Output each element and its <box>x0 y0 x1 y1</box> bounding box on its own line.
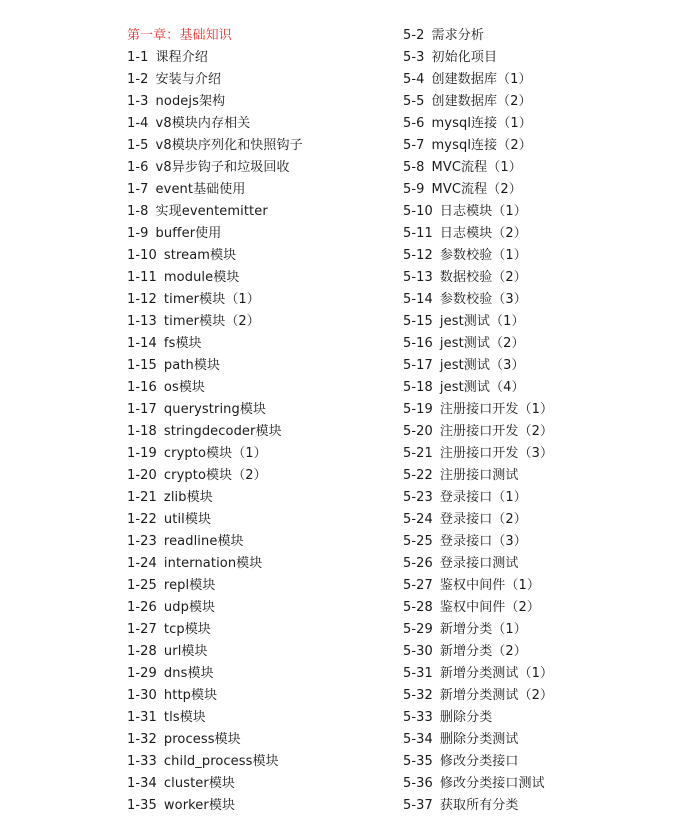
lesson-title: 实现eventemitter <box>155 204 268 219</box>
lesson-title: 新增分类（1） <box>439 622 527 637</box>
toc-right-column <box>403 25 683 817</box>
toc-entry <box>403 179 683 201</box>
lesson-title: 获取所有分类 <box>439 798 519 813</box>
toc-entry <box>403 421 683 443</box>
lesson-title: mysql连接（2） <box>431 138 532 153</box>
toc-entry <box>127 179 382 201</box>
lesson-number: 1-31 <box>127 710 157 725</box>
toc-entry <box>127 707 382 729</box>
lesson-title: 鉴权中间件（2） <box>439 600 540 615</box>
lesson-number: 5-26 <box>403 556 433 571</box>
toc-entry <box>127 575 382 597</box>
toc-entry <box>403 487 683 509</box>
lesson-title: jest测试（1） <box>439 314 525 329</box>
lesson-number: 1-10 <box>127 248 157 263</box>
toc-entry <box>403 685 683 707</box>
lesson-number: 1-21 <box>127 490 157 505</box>
toc-entry <box>127 685 382 707</box>
lesson-number: 1-12 <box>127 292 157 307</box>
lesson-number: 5-5 <box>403 94 425 109</box>
toc-entry <box>403 69 683 91</box>
lesson-title: process模块 <box>163 732 241 747</box>
toc-entry <box>127 69 382 91</box>
lesson-title: stream模块 <box>163 248 237 263</box>
toc-entry <box>127 795 382 817</box>
lesson-title: 日志模块（2） <box>439 226 527 241</box>
toc-entry <box>403 729 683 751</box>
toc-entry <box>127 751 382 773</box>
toc-entry <box>127 223 382 245</box>
toc-entry <box>127 729 382 751</box>
toc-entry <box>403 25 683 47</box>
lesson-number: 1-11 <box>127 270 157 285</box>
lesson-number: 5-22 <box>403 468 433 483</box>
lesson-number: 1-24 <box>127 556 157 571</box>
toc-entry <box>403 333 683 355</box>
lesson-title: event基础使用 <box>155 182 246 197</box>
lesson-number: 1-18 <box>127 424 157 439</box>
lesson-title: 登录接口（1） <box>439 490 527 505</box>
toc-entry <box>403 641 683 663</box>
lesson-title: readline模块 <box>163 534 244 549</box>
toc-entry <box>127 135 382 157</box>
lesson-number: 1-8 <box>127 204 149 219</box>
lesson-number: 5-12 <box>403 248 433 263</box>
lesson-title: 参数校验（3） <box>439 292 527 307</box>
lesson-number: 1-30 <box>127 688 157 703</box>
toc-entry <box>403 795 683 817</box>
lesson-title: 修改分类接口 <box>439 754 519 769</box>
toc-entry <box>403 289 683 311</box>
lesson-title: path模块 <box>163 358 221 373</box>
lesson-title: os模块 <box>163 380 206 395</box>
lesson-title: 安装与介绍 <box>155 72 222 87</box>
lesson-number: 1-29 <box>127 666 157 681</box>
toc-entry <box>403 113 683 135</box>
toc-entry <box>403 157 683 179</box>
lesson-number: 5-28 <box>403 600 433 615</box>
lesson-title: jest测试（4） <box>439 380 525 395</box>
lesson-title: worker模块 <box>163 798 236 813</box>
toc-entry <box>127 641 382 663</box>
lesson-title: v8异步钩子和垃圾回收 <box>155 160 290 175</box>
toc-entry <box>127 91 382 113</box>
toc-entry <box>127 487 382 509</box>
lesson-title: util模块 <box>163 512 212 527</box>
lesson-title: 注册接口测试 <box>439 468 519 483</box>
lesson-number: 5-11 <box>403 226 433 241</box>
lesson-title: 创建数据库（1） <box>431 72 532 87</box>
toc-entry <box>127 773 382 795</box>
lesson-title: internation模块 <box>163 556 263 571</box>
lesson-title: querystring模块 <box>163 402 267 417</box>
lesson-title: v8模块序列化和快照钩子 <box>155 138 303 153</box>
lesson-title: dns模块 <box>163 666 214 681</box>
toc-entry <box>127 663 382 685</box>
lesson-title: 新增分类测试（1） <box>439 666 554 681</box>
lesson-number: 1-5 <box>127 138 149 153</box>
lesson-number: 5-31 <box>403 666 433 681</box>
table-of-contents <box>0 25 700 815</box>
lesson-title: 删除分类测试 <box>439 732 519 747</box>
lesson-number: 1-6 <box>127 160 149 175</box>
toc-entry <box>403 245 683 267</box>
lesson-number: 1-1 <box>127 50 149 65</box>
toc-entry <box>403 355 683 377</box>
lesson-title: 注册接口开发（1） <box>439 402 554 417</box>
lesson-number: 1-4 <box>127 116 149 131</box>
toc-entry <box>403 91 683 113</box>
lesson-title: 课程介绍 <box>155 50 208 65</box>
lesson-title: tcp模块 <box>163 622 211 637</box>
lesson-title: timer模块（2） <box>163 314 260 329</box>
toc-entry <box>127 267 382 289</box>
lesson-title: 删除分类 <box>439 710 493 725</box>
lesson-title: 初始化项目 <box>431 50 498 65</box>
toc-left-column <box>127 25 382 817</box>
toc-entry <box>127 377 382 399</box>
lesson-title: fs模块 <box>163 336 202 351</box>
lesson-title: crypto模块（2） <box>163 468 267 483</box>
lesson-number: 5-3 <box>403 50 425 65</box>
lesson-title: tls模块 <box>163 710 206 725</box>
toc-entry <box>403 311 683 333</box>
lesson-title: url模块 <box>163 644 208 659</box>
lesson-title: 注册接口开发（2） <box>439 424 554 439</box>
toc-entry <box>403 201 683 223</box>
lesson-number: 1-23 <box>127 534 157 549</box>
toc-entry <box>127 619 382 641</box>
lesson-number: 5-21 <box>403 446 433 461</box>
lesson-number: 1-15 <box>127 358 157 373</box>
toc-entry <box>127 245 382 267</box>
toc-entry <box>403 509 683 531</box>
toc-entry <box>127 421 382 443</box>
lesson-title: buffer使用 <box>155 226 222 241</box>
lesson-number: 1-27 <box>127 622 157 637</box>
lesson-title: 注册接口开发（3） <box>439 446 554 461</box>
lesson-number: 5-10 <box>403 204 433 219</box>
toc-entry <box>403 553 683 575</box>
lesson-title: jest测试（3） <box>439 358 525 373</box>
lesson-title: 登录接口测试 <box>439 556 519 571</box>
lesson-number: 1-13 <box>127 314 157 329</box>
lesson-title: child_process模块 <box>163 754 279 769</box>
toc-entry <box>127 597 382 619</box>
toc-entry <box>127 553 382 575</box>
toc-entry <box>403 267 683 289</box>
lesson-number: 5-29 <box>403 622 433 637</box>
lesson-number: 5-13 <box>403 270 433 285</box>
lesson-title: stringdecoder模块 <box>163 424 282 439</box>
lesson-number: 5-7 <box>403 138 425 153</box>
toc-entry <box>403 47 683 69</box>
toc-entry <box>127 47 382 69</box>
lesson-title: MVC流程（2） <box>431 182 522 197</box>
chapter-heading: 第一章：基础知识 <box>127 28 232 43</box>
lesson-title: 创建数据库（2） <box>431 94 532 109</box>
lesson-number: 1-26 <box>127 600 157 615</box>
lesson-number: 1-19 <box>127 446 157 461</box>
lesson-number: 5-6 <box>403 116 425 131</box>
lesson-number: 5-15 <box>403 314 433 329</box>
lesson-number: 5-23 <box>403 490 433 505</box>
lesson-number: 1-16 <box>127 380 157 395</box>
toc-entry <box>127 113 382 135</box>
lesson-title: 修改分类接口测试 <box>439 776 545 791</box>
lesson-number: 1-7 <box>127 182 149 197</box>
lesson-number: 5-33 <box>403 710 433 725</box>
lesson-number: 5-2 <box>403 28 425 43</box>
lesson-number: 5-36 <box>403 776 433 791</box>
toc-entry <box>127 157 382 179</box>
lesson-title: 登录接口（2） <box>439 512 527 527</box>
lesson-title: repl模块 <box>163 578 216 593</box>
lesson-number: 5-14 <box>403 292 433 307</box>
lesson-number: 5-25 <box>403 534 433 549</box>
toc-entry <box>403 663 683 685</box>
lesson-title: timer模块（1） <box>163 292 260 307</box>
lesson-number: 5-17 <box>403 358 433 373</box>
lesson-number: 5-19 <box>403 402 433 417</box>
lesson-title: http模块 <box>163 688 218 703</box>
toc-entry <box>403 135 683 157</box>
lesson-title: 登录接口（3） <box>439 534 527 549</box>
toc-entry <box>403 751 683 773</box>
lesson-number: 5-32 <box>403 688 433 703</box>
lesson-number: 5-37 <box>403 798 433 813</box>
lesson-number: 5-8 <box>403 160 425 175</box>
toc-entry <box>127 531 382 553</box>
toc-entry <box>127 355 382 377</box>
toc-entry <box>403 575 683 597</box>
toc-entry <box>127 465 382 487</box>
lesson-number: 1-20 <box>127 468 157 483</box>
lesson-title: 需求分析 <box>431 28 484 43</box>
lesson-number: 1-17 <box>127 402 157 417</box>
lesson-number: 5-24 <box>403 512 433 527</box>
lesson-title: 新增分类测试（2） <box>439 688 554 703</box>
lesson-title: cluster模块 <box>163 776 236 791</box>
lesson-title: crypto模块（1） <box>163 446 267 461</box>
lesson-number: 1-3 <box>127 94 149 109</box>
lesson-number: 1-33 <box>127 754 157 769</box>
lesson-title: udp模块 <box>163 600 216 615</box>
lesson-title: module模块 <box>163 270 240 285</box>
lesson-number: 1-32 <box>127 732 157 747</box>
toc-entry <box>127 289 382 311</box>
lesson-number: 5-4 <box>403 72 425 87</box>
toc-entry <box>127 311 382 333</box>
toc-entry <box>127 443 382 465</box>
lesson-number: 5-9 <box>403 182 425 197</box>
lesson-title: jest测试（2） <box>439 336 525 351</box>
toc-entry <box>127 333 382 355</box>
lesson-number: 1-35 <box>127 798 157 813</box>
toc-entry <box>403 443 683 465</box>
lesson-number: 1-14 <box>127 336 157 351</box>
toc-entry <box>403 465 683 487</box>
lesson-title: 日志模块（1） <box>439 204 527 219</box>
toc-entry <box>127 399 382 421</box>
lesson-number: 5-20 <box>403 424 433 439</box>
lesson-number: 1-22 <box>127 512 157 527</box>
toc-entry <box>403 619 683 641</box>
lesson-number: 5-27 <box>403 578 433 593</box>
toc-entry <box>403 531 683 553</box>
lesson-number: 1-34 <box>127 776 157 791</box>
lesson-number: 5-30 <box>403 644 433 659</box>
lesson-title: nodejs架构 <box>155 94 226 109</box>
lesson-number: 1-25 <box>127 578 157 593</box>
lesson-title: mysql连接（1） <box>431 116 532 131</box>
toc-entry <box>403 223 683 245</box>
lesson-number: 1-28 <box>127 644 157 659</box>
lesson-number: 5-34 <box>403 732 433 747</box>
lesson-title: 参数校验（1） <box>439 248 527 263</box>
toc-entry <box>403 707 683 729</box>
toc-entry <box>403 597 683 619</box>
toc-entry <box>403 399 683 421</box>
lesson-number: 5-18 <box>403 380 433 395</box>
lesson-title: 新增分类（2） <box>439 644 527 659</box>
lesson-number: 5-35 <box>403 754 433 769</box>
lesson-number: 1-2 <box>127 72 149 87</box>
lesson-title: v8模块内存相关 <box>155 116 251 131</box>
toc-entry <box>403 377 683 399</box>
toc-entry <box>127 509 382 531</box>
lesson-number: 5-16 <box>403 336 433 351</box>
lesson-title: MVC流程（1） <box>431 160 522 175</box>
lesson-title: zlib模块 <box>163 490 213 505</box>
lesson-title: 鉴权中间件（1） <box>439 578 540 593</box>
lesson-number: 1-9 <box>127 226 149 241</box>
lesson-title: 数据校验（2） <box>439 270 527 285</box>
toc-entry <box>403 773 683 795</box>
toc-entry <box>127 201 382 223</box>
